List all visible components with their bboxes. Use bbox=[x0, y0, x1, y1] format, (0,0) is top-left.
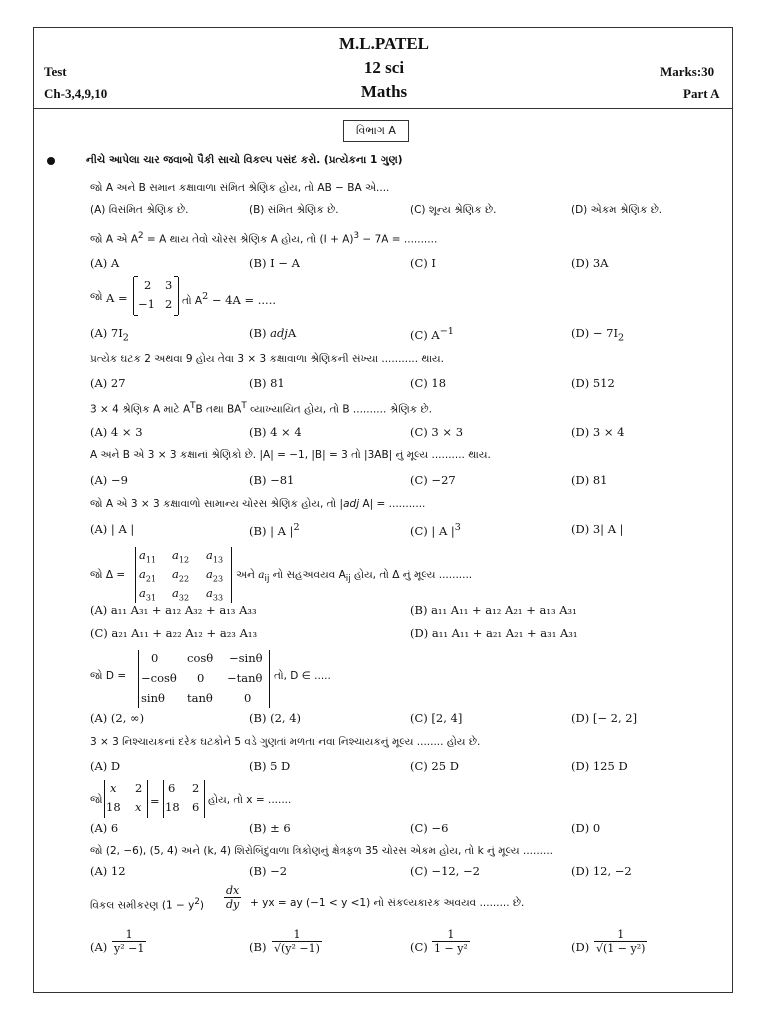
q1-option-b: (B) સંમિત શ્રેણિક છે. bbox=[249, 204, 339, 216]
q3-d: (D) − 7I bbox=[571, 326, 618, 340]
q9-cell: sinθ bbox=[141, 691, 165, 705]
bullet-icon bbox=[47, 157, 55, 165]
q8-Aij-sub: ij bbox=[345, 574, 351, 585]
q5-sup2: T bbox=[241, 401, 247, 411]
q8-jo: જો Δ = bbox=[90, 569, 126, 581]
q7-b-sup: 2 bbox=[293, 522, 300, 533]
q8-cell: $a_{22}$ bbox=[172, 567, 190, 584]
q9-jo: જો D = bbox=[90, 670, 127, 682]
q13-option-d-label: (D) bbox=[571, 940, 590, 954]
q9-cell: 0 bbox=[151, 651, 159, 665]
q9-cell: −cosθ bbox=[141, 671, 177, 685]
class-name: 12 sci bbox=[363, 58, 405, 77]
q7-b: (B) | A | bbox=[249, 523, 294, 538]
q11-option-c: (C) −6 bbox=[410, 821, 449, 835]
q13-p1: વિકલ સમીકરણ (1 − y bbox=[90, 899, 195, 912]
q8-cell: $a_{32}$ bbox=[172, 586, 190, 603]
q13-num: dx bbox=[224, 884, 241, 898]
q11-l22: x bbox=[135, 800, 142, 814]
q3-matrix bbox=[133, 277, 179, 315]
q3-b-it: adj bbox=[270, 326, 288, 340]
q11-right-determinant bbox=[163, 780, 205, 818]
q2-part3: − 7A = .......... bbox=[359, 233, 438, 246]
q13-c-den: 1 − y² bbox=[434, 942, 468, 955]
q11-l21: 18 bbox=[106, 800, 121, 814]
q7-c: (C) | A | bbox=[410, 523, 455, 538]
q9-option-d: (D) [− 2, 2] bbox=[571, 711, 638, 725]
q8-cell: $a_{11}$ bbox=[139, 548, 157, 565]
q2-sup1: 2 bbox=[138, 231, 144, 241]
q9-cell: −sinθ bbox=[229, 651, 263, 665]
q7-part1: જો A એ 3 × 3 કક્ષાવાળો સામાન્ય ચોરસ શ્રેણિક હોય, તો | bbox=[90, 498, 344, 510]
q13-b-den: √(y² −1) bbox=[274, 942, 320, 955]
q12-option-a: (A) 12 bbox=[90, 864, 126, 878]
q7-text bbox=[90, 498, 425, 511]
q2-text bbox=[90, 231, 437, 247]
q5-option-b: (B) 4 × 4 bbox=[249, 425, 302, 439]
q13-option-d bbox=[594, 928, 647, 955]
school-name: M.L.PATEL bbox=[338, 34, 430, 53]
q5-option-a: (A) 4 × 3 bbox=[90, 425, 143, 439]
q13-part3: + yx = ay (−1 < y <1) નો સંકલ્યકારક અવયવ ......... છે. bbox=[250, 897, 525, 909]
q9-cell: 0 bbox=[197, 671, 205, 685]
q11-jo: જો bbox=[90, 794, 103, 806]
q13-den: dy bbox=[226, 898, 240, 911]
q5-part3: વ્યાખ્યાયિત હોય, તો B .......... શ્રેણિક છે. bbox=[246, 403, 432, 416]
q8-option-b: (B) a₁₁ A₁₁ + a₁₂ A₂₁ + a₁₃ A₃₁ bbox=[410, 603, 577, 617]
chapters-label: Ch-3,4,9,10 bbox=[44, 86, 108, 101]
q4-text: પ્રત્યેક ઘટક 2 અથવા 9 હોય તેવા 3 × 3 કક્ષાવાળા શ્રેણિકની સંખ્યા ........... થાય. bbox=[90, 353, 444, 365]
q3-m21: −1 bbox=[138, 297, 155, 311]
q11-r11: 6 bbox=[168, 781, 176, 795]
q7-option-c bbox=[410, 522, 461, 538]
q3-a-sub: 2 bbox=[122, 332, 129, 344]
q7-c-sup: 3 bbox=[454, 522, 461, 533]
q8-determinant bbox=[135, 547, 232, 603]
q11-option-b: (B) ± 6 bbox=[249, 821, 291, 835]
q8-part1: અને bbox=[236, 569, 259, 581]
q9-option-b: (B) (2, 4) bbox=[249, 711, 301, 725]
q2-option-a: (A) A bbox=[90, 256, 120, 270]
q6-option-b: (B) −81 bbox=[249, 473, 295, 487]
q11-l12: 2 bbox=[135, 781, 143, 795]
q5-part2: B તથા BA bbox=[195, 403, 242, 416]
q4-option-c: (C) 18 bbox=[410, 376, 447, 390]
q3-b-pre: (B) bbox=[249, 326, 271, 340]
q3-c: (C) A bbox=[410, 327, 440, 342]
q11-r21: 18 bbox=[165, 800, 180, 814]
q9-option-a: (A) (2, ∞) bbox=[90, 711, 145, 725]
q13-option-b-label: (B) bbox=[249, 940, 267, 954]
part-label: Part A bbox=[683, 86, 720, 101]
q13-d-den: √(1 − y²) bbox=[596, 942, 646, 955]
test-label: Test bbox=[44, 64, 67, 79]
q1-option-d: (D) એકમ શ્રેણિક છે. bbox=[571, 204, 663, 216]
q8-cell: $a_{31}$ bbox=[139, 586, 157, 603]
q13-sup: 2 bbox=[194, 897, 200, 907]
q3-m22: 2 bbox=[165, 297, 173, 311]
q13-option-c bbox=[432, 928, 470, 955]
q7-it: adj bbox=[343, 498, 360, 510]
q3-option-a bbox=[90, 326, 129, 343]
q2-option-c: (C) I bbox=[410, 256, 436, 270]
q8-option-a: (A) a₁₁ A₃₁ + a₁₂ A₃₂ + a₁₃ A₃₃ bbox=[90, 603, 257, 617]
q5-option-c: (C) 3 × 3 bbox=[410, 425, 464, 439]
q6-option-d: (D) 81 bbox=[571, 473, 608, 487]
q8-option-c: (C) a₂₁ A₁₁ + a₂₂ A₁₂ + a₂₃ A₁₃ bbox=[90, 626, 258, 640]
q13-p2: ) bbox=[199, 899, 205, 912]
q4-option-a: (A) 27 bbox=[90, 376, 126, 390]
q4-option-d: (D) 512 bbox=[571, 376, 615, 390]
q8-cell: $a_{13}$ bbox=[206, 548, 224, 565]
q3-m12: 3 bbox=[165, 278, 173, 292]
q10-option-c: (C) 25 D bbox=[410, 759, 459, 773]
header-divider bbox=[33, 108, 733, 109]
q3-a: (A) 7I bbox=[90, 326, 123, 340]
q9-cell: cosθ bbox=[187, 651, 214, 665]
q3-b-post: A bbox=[287, 326, 297, 340]
q13-b-num: 1 bbox=[272, 928, 322, 942]
q3-m11: 2 bbox=[144, 278, 152, 292]
q11-r12: 2 bbox=[192, 781, 200, 795]
q2-sup2: 3 bbox=[353, 231, 360, 241]
q5-sup1: T bbox=[190, 401, 196, 411]
q13-option-b bbox=[272, 928, 322, 955]
q11-option-d: (D) 0 bbox=[571, 821, 601, 835]
q13-option-a bbox=[112, 928, 146, 955]
q6-option-a: (A) −9 bbox=[90, 473, 128, 487]
q3-lhs: A = bbox=[106, 291, 128, 305]
q7-option-d: (D) 3| A | bbox=[571, 522, 624, 536]
q13-c-num: 1 bbox=[432, 928, 470, 942]
q13-part1 bbox=[90, 897, 204, 913]
instruction: નીચે આપેલા ચાર જવાબો પૈકી સાચો વિકલ્પ પસંદ કરો. (પ્રત્યેકના 1 ગુણ) bbox=[86, 154, 403, 166]
q9-cell: tanθ bbox=[187, 691, 213, 705]
subject-name: Maths bbox=[360, 82, 408, 101]
q10-text: 3 × 3 નિશ્ચાયકનાં દરેક ઘટકોને 5 વડે ગુણતાં મળતા નવા નિશ્ચાયકનું મૂલ્ય ........ હોય છે. bbox=[90, 736, 481, 748]
q9-cell: 0 bbox=[244, 691, 252, 705]
q2-option-d: (D) 3A bbox=[571, 256, 609, 270]
q7-part2: A| = ........... bbox=[359, 498, 426, 510]
q8-cell: $a_{33}$ bbox=[206, 586, 224, 603]
q10-option-a: (A) D bbox=[90, 759, 121, 773]
q7-option-a: (A) | A | bbox=[90, 522, 135, 536]
q3-part1: તો A bbox=[182, 294, 203, 307]
marks-label: Marks:30 bbox=[660, 64, 715, 79]
q10-option-b: (B) 5 D bbox=[249, 759, 291, 773]
q5-option-d: (D) 3 × 4 bbox=[571, 425, 625, 439]
q13-option-a-label: (A) bbox=[90, 940, 108, 954]
q3-option-b bbox=[249, 326, 296, 340]
q5-text bbox=[90, 401, 432, 417]
q3-sup: 2 bbox=[202, 291, 209, 302]
q8-cell: $a_{12}$ bbox=[172, 548, 190, 565]
q8-option-d: (D) a₁₁ A₁₁ + a₂₁ A₂₁ + a₃₁ A₃₁ bbox=[410, 626, 578, 640]
q2-part1: જો A એ A bbox=[90, 233, 139, 246]
q7-option-b bbox=[249, 522, 300, 538]
q3-c-sup: −1 bbox=[439, 326, 454, 337]
q6-text: A અને B એ 3 × 3 કક્ષાનાં શ્રેણિકો છે. |A| = −1, |B| = 3 તો |3AB| નું મૂલ્ય .......... થાય. bbox=[90, 449, 491, 461]
q8-text bbox=[236, 569, 472, 584]
q2-option-b: (B) I − A bbox=[249, 256, 300, 270]
q1-text: જો A અને B સમાન કક્ષાવાળા સંમિત શ્રેણિક હોય, તો AB − BA એ.... bbox=[90, 182, 390, 194]
q3-option-d bbox=[571, 326, 624, 343]
q9-cell: −tanθ bbox=[227, 671, 263, 685]
q11-r22: 6 bbox=[192, 800, 200, 814]
q1-option-a: (A) વિસંમિત શ્રેણિક છે. bbox=[90, 204, 189, 216]
q13-option-c-label: (C) bbox=[410, 940, 428, 954]
q3-d-sub: 2 bbox=[618, 332, 625, 344]
q8-aij-sub: ij bbox=[264, 574, 270, 585]
q8-cell: $a_{21}$ bbox=[139, 567, 157, 584]
q13-derivative bbox=[224, 884, 241, 911]
q8-part2: નો સહઅવયવ A bbox=[269, 569, 346, 581]
q3-jo: જો bbox=[90, 291, 103, 303]
q3-part2: − 4A = ..... bbox=[208, 292, 277, 307]
q8-part3: હોય, તો Δ નું મૂલ્ય .......... bbox=[350, 569, 473, 581]
q11-equals: = bbox=[150, 794, 160, 808]
q8-cell: $a_{23}$ bbox=[206, 567, 224, 584]
q11-l11: x bbox=[110, 781, 117, 795]
q9-option-c: (C) [2, 4] bbox=[410, 711, 463, 725]
q9-determinant bbox=[138, 650, 270, 708]
q2-part2: = A થાય તેવો ચોરસ શ્રેણિક A હોય, તો (I + A) bbox=[143, 233, 354, 246]
q5-part1: 3 × 4 શ્રેણિક A માટે A bbox=[90, 403, 191, 416]
q1-option-c: (C) શૂન્ય શ્રેણિક છે. bbox=[410, 204, 497, 216]
q6-option-c: (C) −27 bbox=[410, 473, 456, 487]
q12-option-d: (D) 12, −2 bbox=[571, 864, 632, 878]
q4-option-b: (B) 81 bbox=[249, 376, 285, 390]
q13-a-num: 1 bbox=[112, 928, 146, 942]
q12-option-b: (B) −2 bbox=[249, 864, 288, 878]
q11-post: હોય, તો x = ....... bbox=[208, 794, 292, 806]
q12-option-c: (C) −12, −2 bbox=[410, 864, 480, 878]
q11-option-a: (A) 6 bbox=[90, 821, 119, 835]
q13-d-num: 1 bbox=[594, 928, 647, 942]
section-box: વિભાગ A bbox=[343, 120, 409, 142]
q3-option-c bbox=[410, 326, 454, 342]
q13-a-den: y² −1 bbox=[114, 942, 145, 955]
q11-left-determinant bbox=[104, 780, 148, 818]
q12-text: જો (2, −6), (5, 4) અને (k, 4) શિરોબિંદુવાળા ત્રિકોણનું ક્ષેત્રફળ 35 ચોરસ એકમ હોય, તો k નું મૂલ્ય ......... bbox=[90, 845, 554, 857]
q3-text bbox=[182, 291, 276, 308]
q9-post: તો, D ∈ ..... bbox=[274, 670, 331, 682]
q10-option-d: (D) 125 D bbox=[571, 759, 628, 773]
q8-aij: a bbox=[258, 569, 265, 581]
